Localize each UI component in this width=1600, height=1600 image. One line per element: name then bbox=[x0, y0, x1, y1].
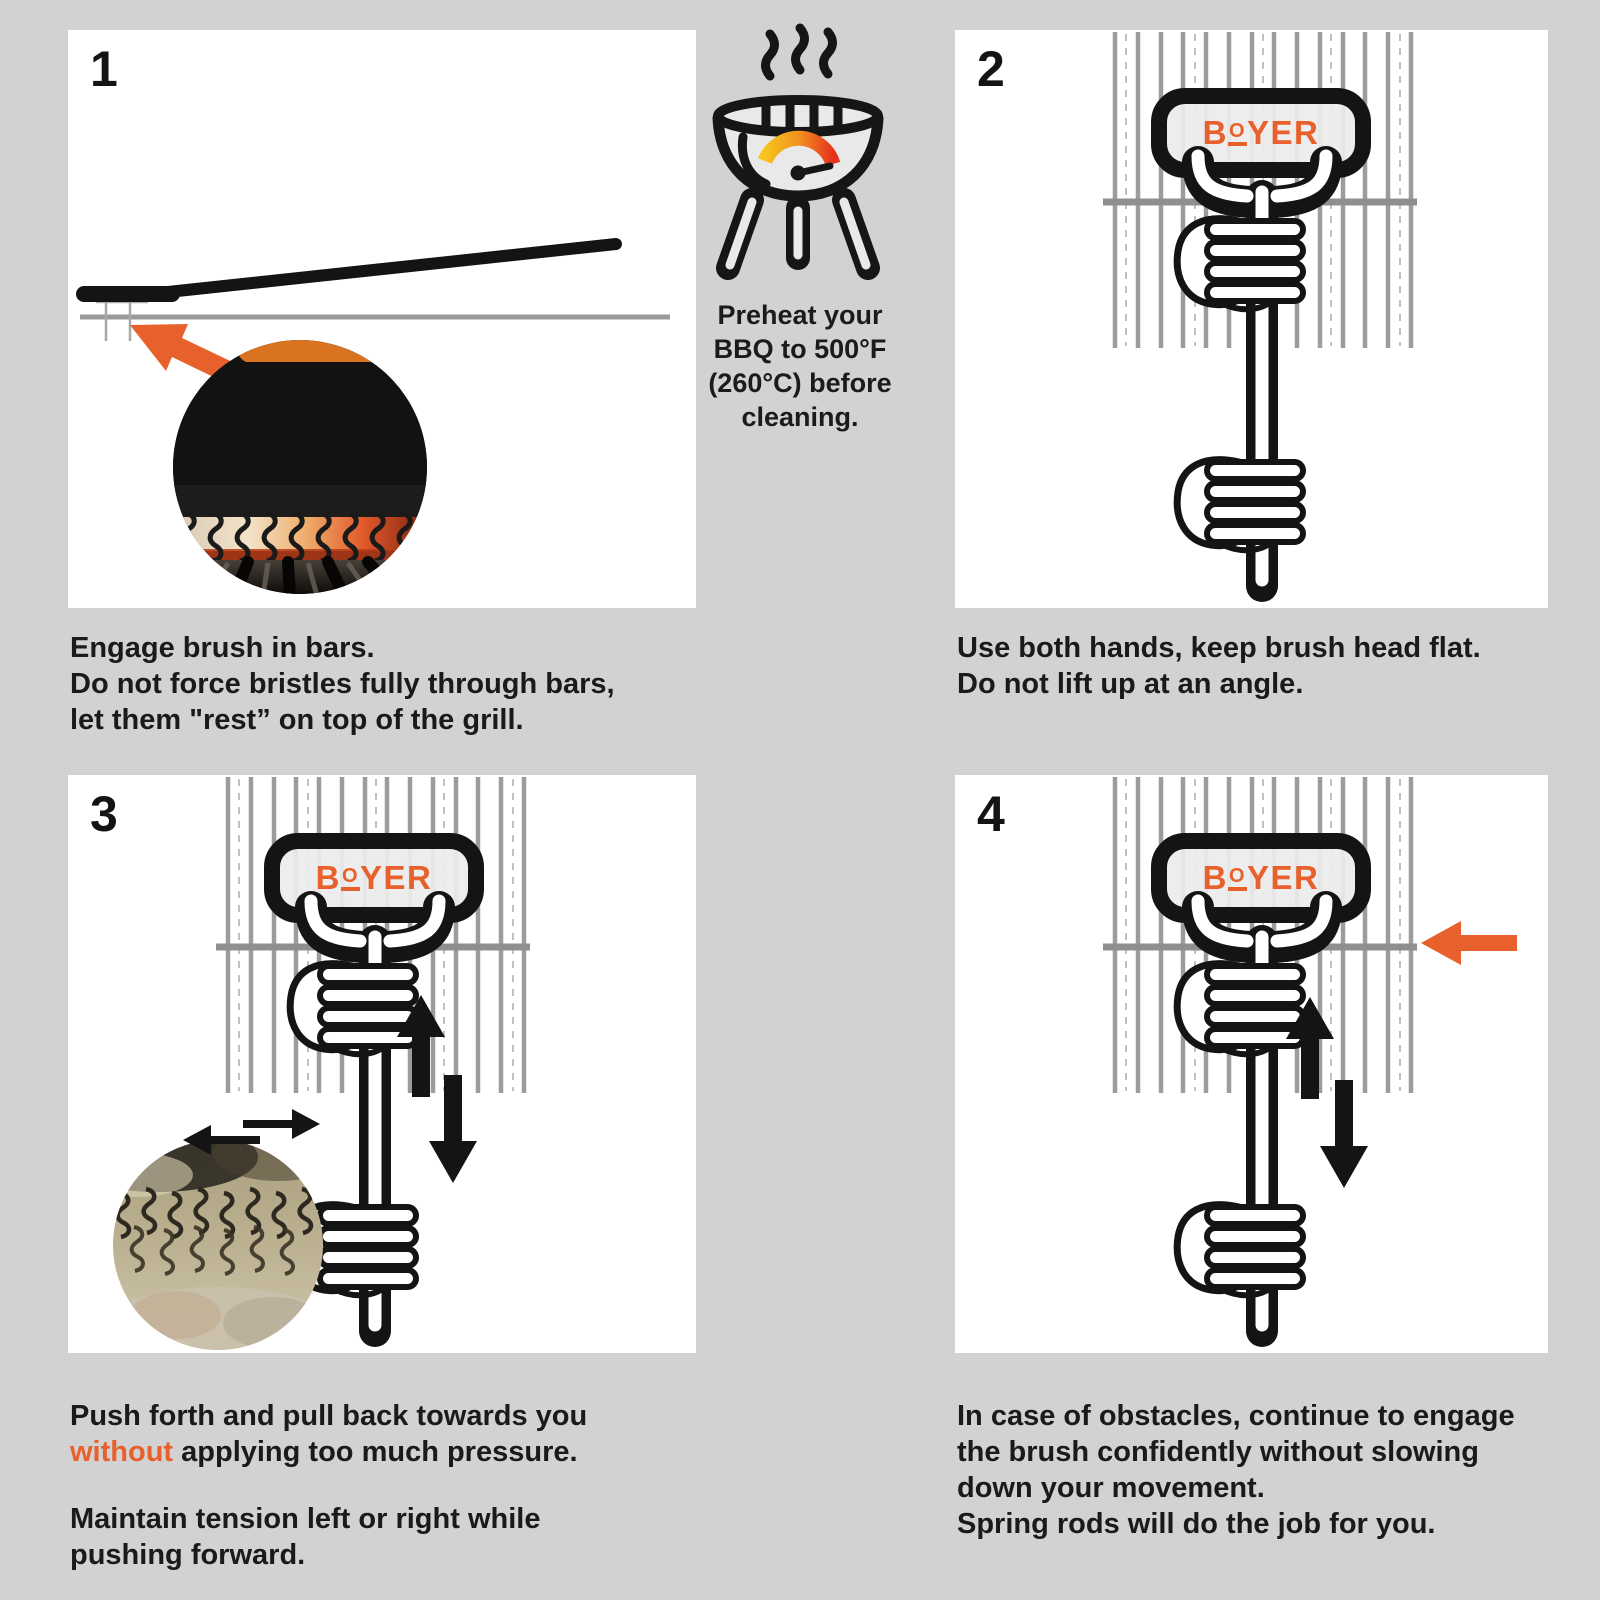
panel-step-1 bbox=[68, 30, 696, 608]
caption-line: Push forth and pull back towards you bbox=[70, 1400, 588, 1432]
boyer-logo bbox=[1167, 112, 1355, 154]
step3-caption bbox=[70, 1398, 750, 1573]
logo-letters-yer: YER bbox=[1247, 859, 1320, 896]
steam-icon bbox=[766, 28, 833, 76]
caption-line: Do not force bristles fully through bars, bbox=[70, 668, 615, 700]
preheat-line: cleaning. bbox=[741, 402, 859, 432]
bbq-grill-icon bbox=[690, 18, 910, 286]
caption-line: Engage brush in bars. bbox=[70, 632, 375, 664]
caption-line: Use both hands, keep brush head flat. bbox=[957, 632, 1481, 664]
preheat-line: BBQ to 500°F bbox=[713, 334, 887, 364]
orange-arrow-icon bbox=[1421, 921, 1517, 965]
caption-line: let them "rest” on top of the grill. bbox=[70, 704, 524, 736]
boyer-logo bbox=[280, 857, 468, 899]
logo-letter-b: B bbox=[1202, 114, 1228, 151]
step2-number: 2 bbox=[977, 41, 1005, 97]
logo-letters-yer: YER bbox=[1247, 114, 1320, 151]
logo-letter-o: O bbox=[1228, 121, 1247, 146]
caption-line: Do not lift up at an angle. bbox=[957, 668, 1304, 700]
boyer-logo bbox=[1167, 857, 1355, 899]
step2-caption bbox=[957, 630, 1600, 702]
caption-line bbox=[70, 1434, 750, 1470]
highlighted-word: without bbox=[70, 1436, 174, 1468]
caption-line: Spring rods will do the job for you. bbox=[957, 1508, 1436, 1540]
step1-illustration bbox=[68, 30, 696, 608]
step3-number: 3 bbox=[90, 786, 118, 842]
preheat-line: Preheat your bbox=[717, 300, 883, 330]
step1-number: 1 bbox=[90, 41, 118, 97]
logo-letter-b: B bbox=[1202, 859, 1228, 896]
caption-line: Maintain tension left or right while bbox=[70, 1503, 541, 1535]
logo-letter-o: O bbox=[1228, 866, 1247, 891]
bbq-legs bbox=[728, 200, 868, 268]
caption-line: down your movement. bbox=[957, 1472, 1265, 1504]
logo-letters-yer: YER bbox=[360, 859, 433, 896]
preheat-line: (260°C) before bbox=[708, 368, 892, 398]
logo-letter-o: O bbox=[341, 866, 360, 891]
caption-line-rest: applying too much pressure. bbox=[173, 1436, 578, 1468]
step4-caption bbox=[957, 1398, 1600, 1542]
logo-letter-b: B bbox=[315, 859, 341, 896]
caption-line: pushing forward. bbox=[70, 1539, 306, 1571]
brush-side-profile bbox=[84, 244, 616, 294]
preheat-note bbox=[650, 298, 950, 434]
caption-line: In case of obstacles, continue to engage bbox=[957, 1400, 1515, 1432]
caption-line: the brush confidently without slowing bbox=[957, 1436, 1479, 1468]
step1-caption bbox=[70, 630, 750, 738]
step4-number: 4 bbox=[977, 786, 1005, 842]
photo-inset-bristles bbox=[68, 1122, 343, 1353]
